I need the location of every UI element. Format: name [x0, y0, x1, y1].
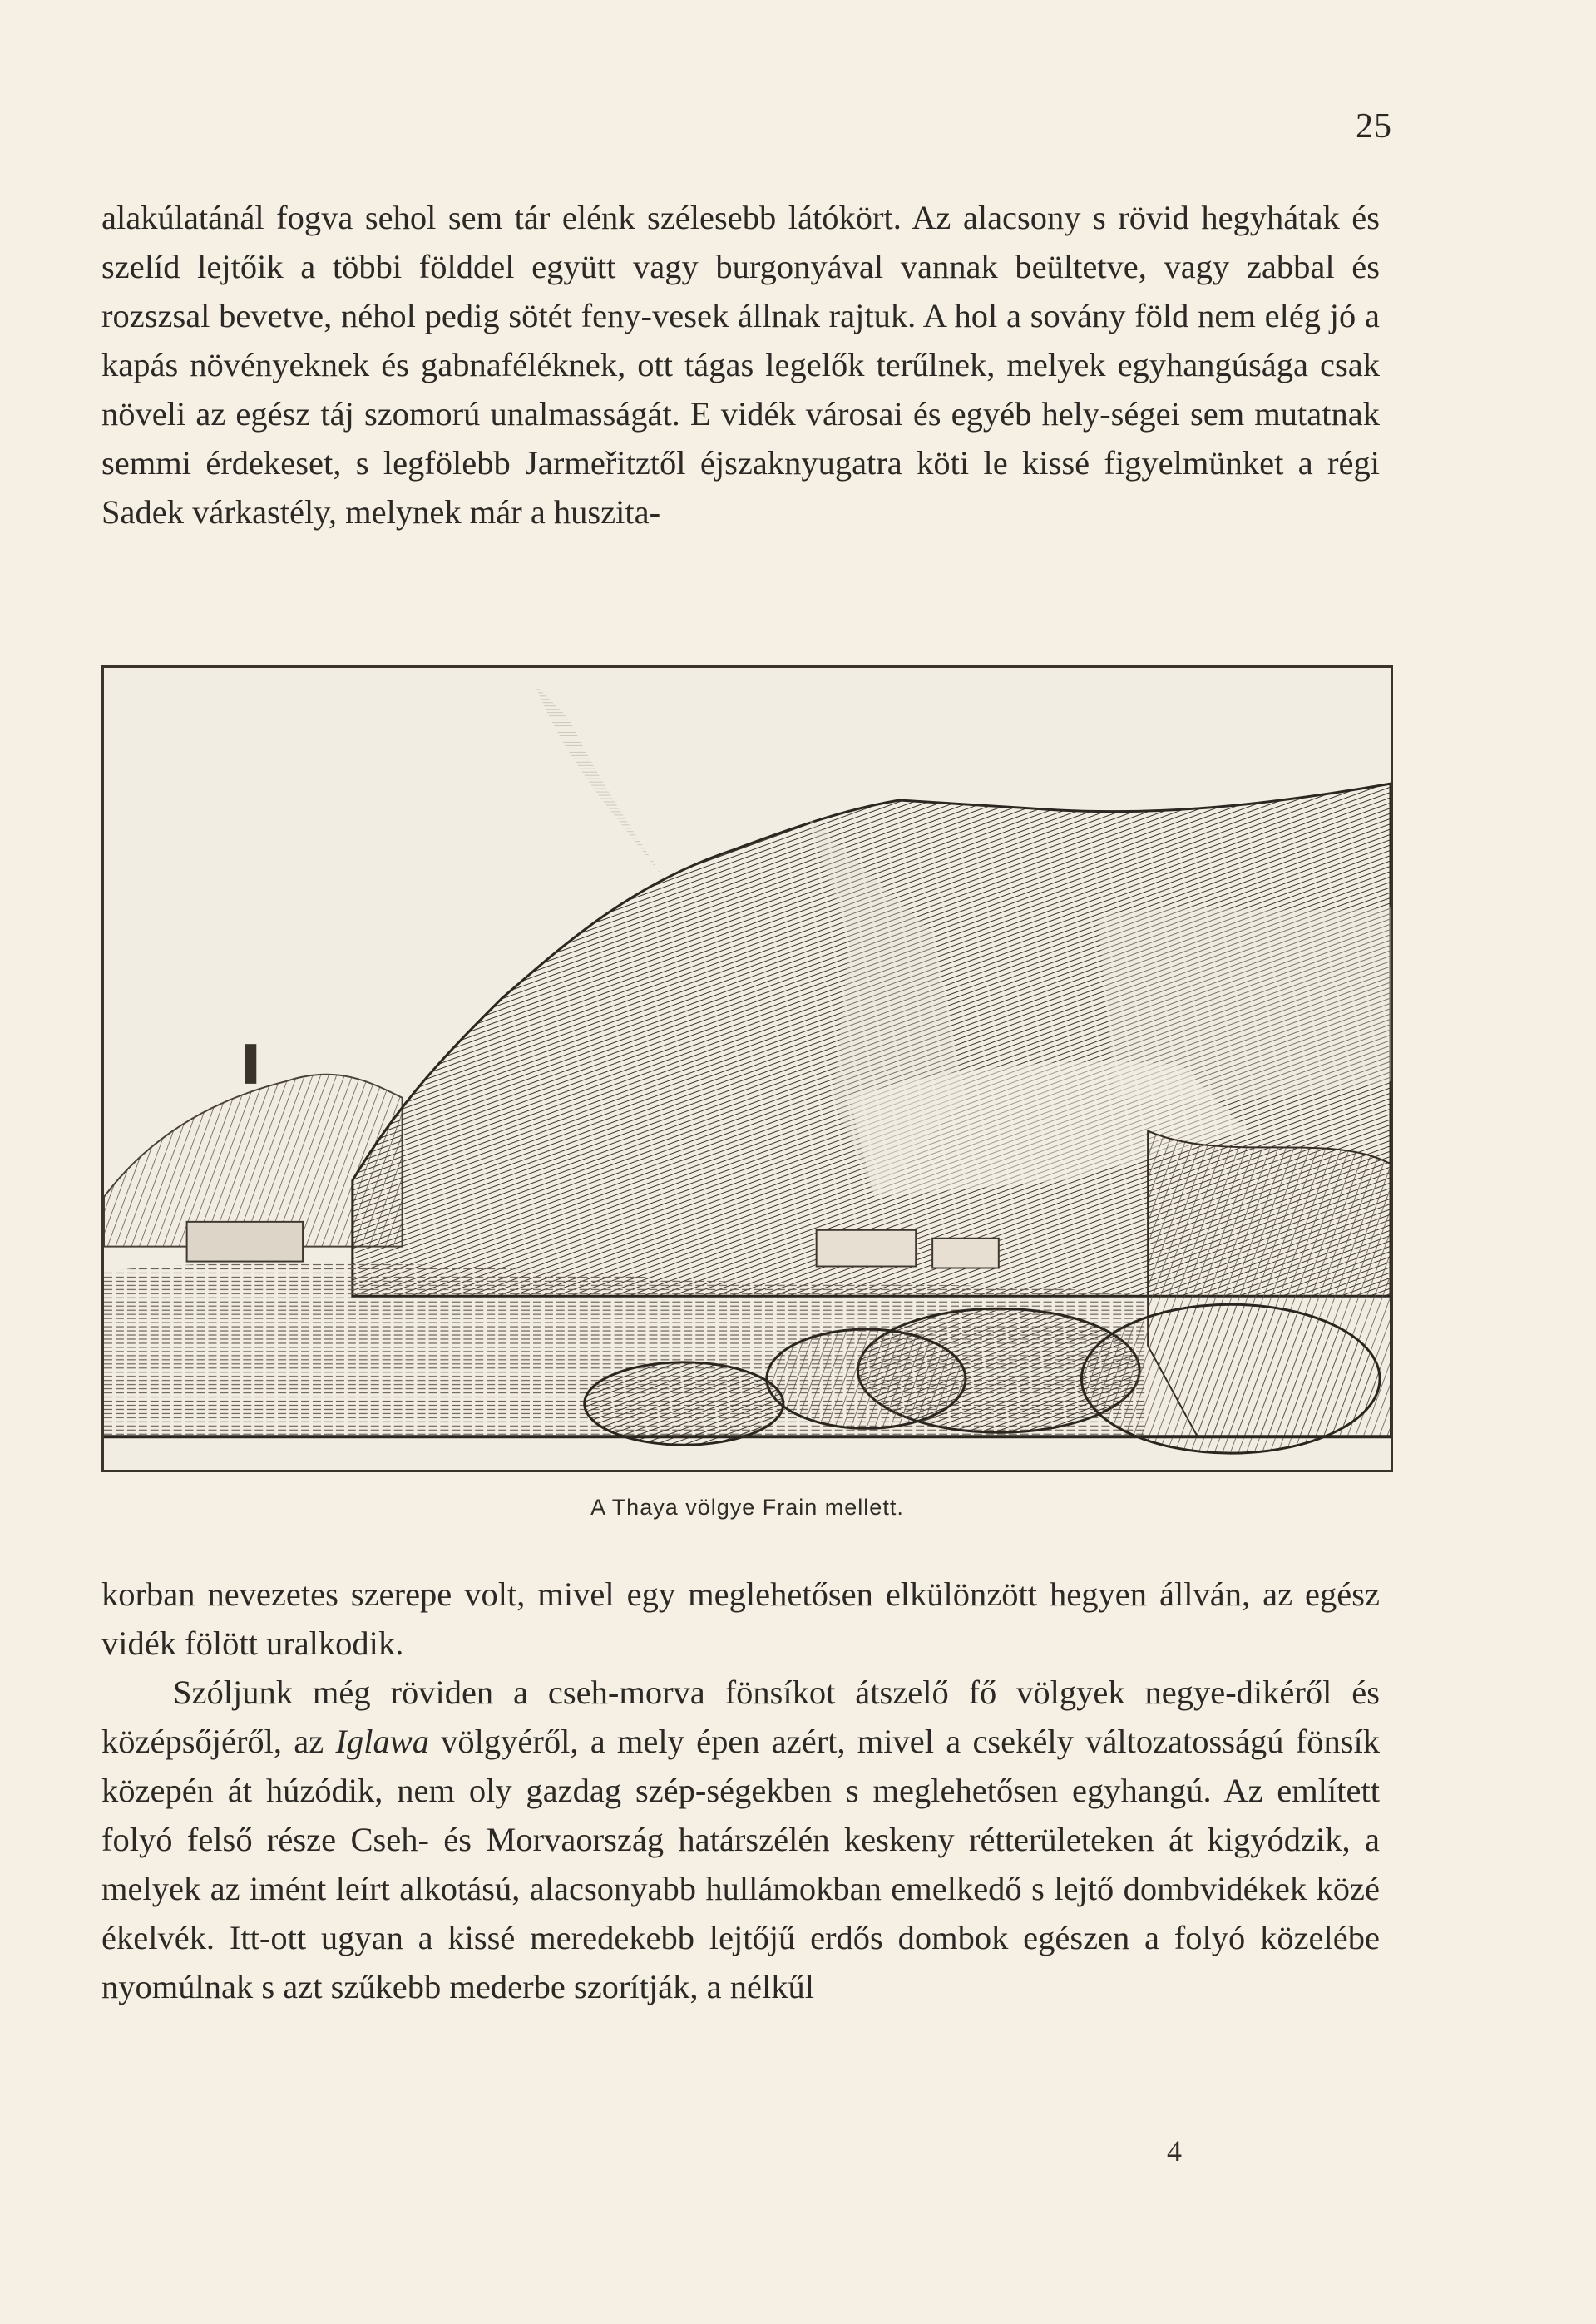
page-number: 25 [1356, 107, 1392, 146]
bottom-text-block [101, 1570, 1380, 2011]
bottom-paragraph-1: korban nevezetes szerepe volt, mivel egy meglehetősen elkülönzött hegyen állván, az egész vidék fölött uralkodik. [101, 1575, 1380, 1662]
bottom-paragraph-2-end: völgyéről, a mely épen azért, mivel a csekély változatosságú fönsík közepén át húzódik, nem oly gazdag szép-ségekben s meglehetősen egyhangú. Az említett folyó felső része Cseh- és Morvaország határszélén keskeny rétterületeken át kigyódzik, a melyek az imént leírt alkotású, alacsonyabb hullámokban emelkedő s lejtő dombvidékek közé ékelvék. Itt-ott ugyan a kissé meredekebb lejtőjű erdős dombok egészen a folyó közelébe nyomúlnak s azt szűkebb mederbe szorítják, a nélkűl [101, 1723, 1381, 2005]
bottom-paragraph-2-start: Szóljunk még röviden a cseh-morva fönsíkot átszelő fő völgyek negye-dikéről és középsőjéről, az [101, 1674, 1380, 1760]
sheet-number: 4 [1167, 2134, 1182, 2168]
engraving-illustration [101, 665, 1393, 1472]
top-text-block [101, 193, 1380, 536]
illustration-caption: A Thaya völgye Frain mellett. [590, 1495, 904, 1520]
valley-engraving-drawing [104, 668, 1391, 1470]
river-name-italic: Iglawa [335, 1723, 429, 1760]
bottom-paragraph-2 [101, 1668, 1380, 2011]
top-paragraph: alakúlatánál fogva sehol sem tár elénk szélesebb látókört. Az alacsony s rövid hegyhátak és szelíd lejtőik a többi földdel együtt vagy burgonyával vannak beültetve, vagy zabbal és rozszsal bevetve, néhol pedig sötét feny-vesek állnak rajtuk. A hol a sovány föld nem elég jó a kapás növényeknek és gabnaféléknek, ott tágas legelők terűlnek, melyek egyhangúsága csak növeli az egész táj szomorú unalmasságát. E vidék városai és egyéb hely-ségei sem mutatnak semmi érdekeset, s legfölebb Jarmeřitztől éjszaknyugatra köti le kissé figyelmünket a régi Sadek várkastély, melynek már a huszita- [101, 199, 1380, 531]
